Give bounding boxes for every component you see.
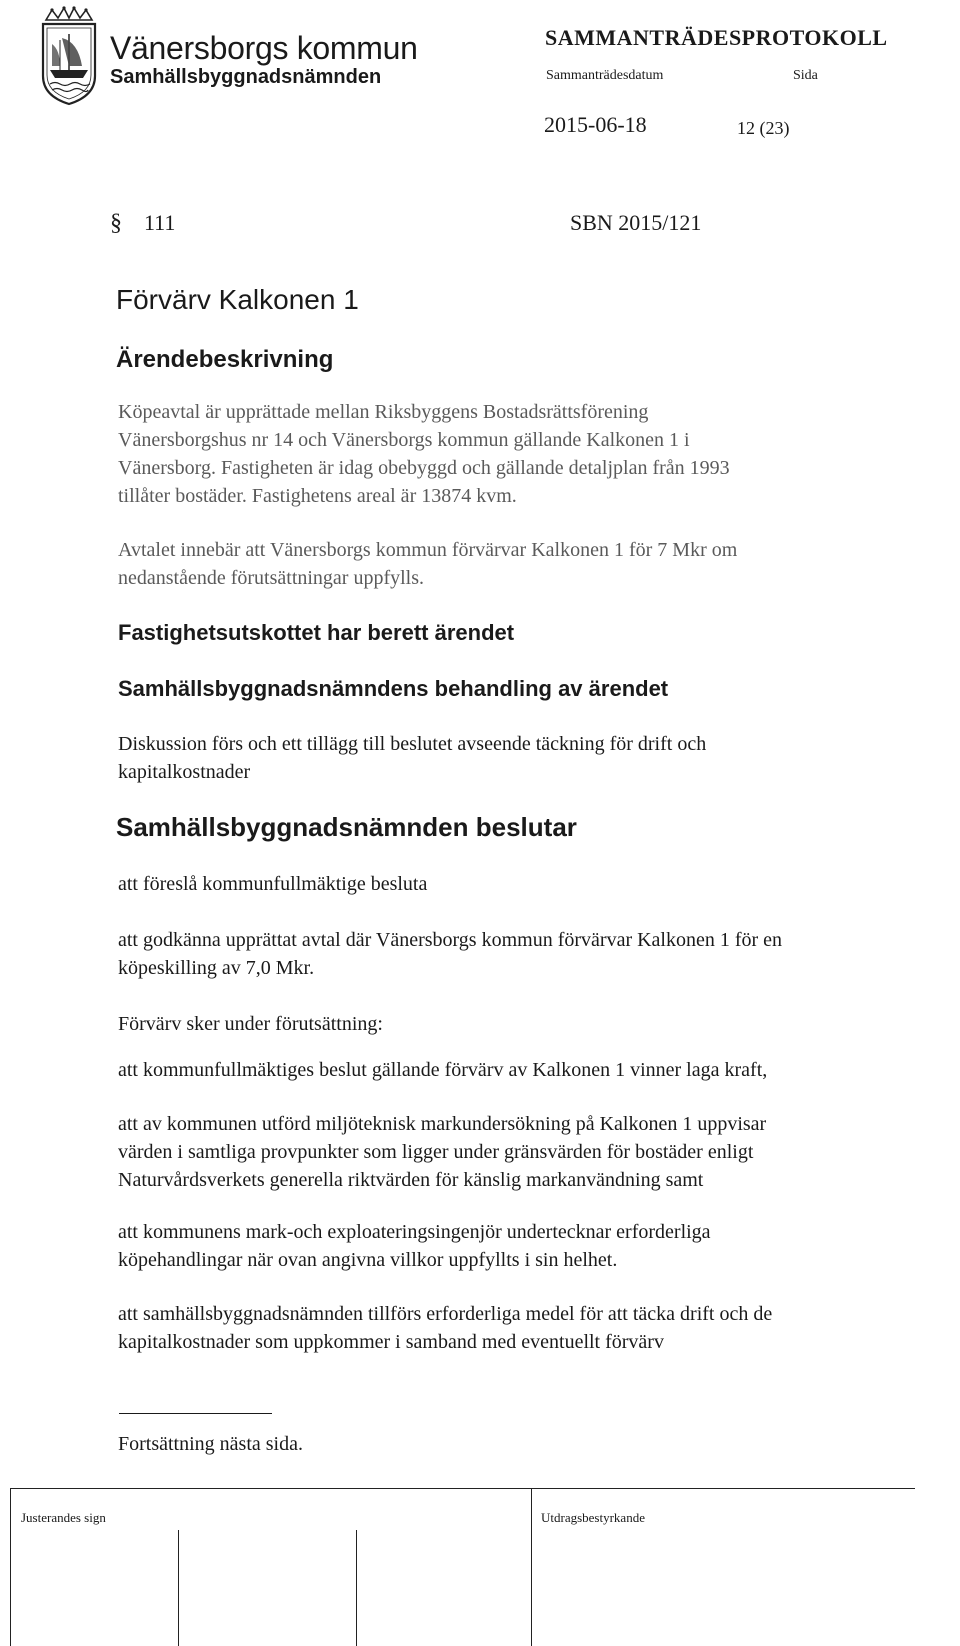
organization-department: Samhällsbyggnadsnämnden — [110, 66, 382, 88]
condition-line: Naturvårdsverkets generella riktvärden för känslig markanvändning samt — [118, 1169, 704, 1191]
prepared-heading: Fastighetsutskottet har berett ärendet — [118, 620, 515, 645]
handling-line: Diskussion förs och ett tillägg till beslutet avseende täckning för drift och — [118, 733, 707, 755]
condition-line: att kommunfullmäktiges beslut gällande förvärv av Kalkonen 1 vinner laga kraft, — [118, 1059, 768, 1081]
description-line: tillåter bostäder. Fastighetens areal är 13874 kvm. — [118, 485, 517, 507]
footer-signature-box-line — [356, 1530, 357, 1646]
page-number: 12 (23) — [737, 118, 790, 138]
footer-initials-label: Justerandes sign — [21, 1510, 106, 1525]
footer-column-line — [10, 1488, 11, 1646]
description-line: Vänersborg. Fastigheten är idag obebyggd och gällande detaljplan från 1993 — [118, 457, 730, 479]
description-heading: Ärendebeskrivning — [116, 346, 334, 373]
organization-name: Vänersborgs kommun — [110, 30, 418, 66]
municipal-shield-ship-icon — [38, 6, 100, 106]
meeting-date: 2015-06-18 — [544, 112, 647, 137]
meeting-date-label: Sammanträdesdatum — [546, 68, 664, 83]
decision-intro: att föreslå kommunfullmäktige besluta — [118, 873, 428, 895]
footer-column-line — [531, 1488, 532, 1646]
continuation-note: Fortsättning nästa sida. — [118, 1433, 303, 1455]
document-title: Förvärv Kalkonen 1 — [116, 284, 359, 315]
decision-line: att godkänna upprättat avtal där Vänersborgs kommun förvärvar Kalkonen 1 för en — [118, 929, 783, 951]
document-type: SAMMANTRÄDESPROTOKOLL — [545, 25, 888, 50]
footer-certification-label: Utdragsbestyrkande — [541, 1510, 645, 1525]
footer-rule — [10, 1488, 915, 1489]
agreement-line: nedanstående förutsättningar uppfylls. — [118, 567, 425, 589]
condition-line: att av kommunen utförd miljöteknisk markundersökning på Kalkonen 1 uppvisar — [118, 1113, 767, 1135]
page-label: Sida — [793, 68, 818, 83]
decision-line: kapitalkostnader som uppkommer i samband med eventuellt förvärv — [118, 1331, 664, 1353]
decision-line: att samhällsbyggnadsnämnden tillförs erforderliga medel för att täcka drift och de — [118, 1303, 773, 1325]
handling-line: kapitalkostnader — [118, 761, 251, 783]
agreement-line: Avtalet innebär att Vänersborgs kommun förvärvar Kalkonen 1 för 7 Mkr om — [118, 539, 738, 561]
description-line: Köpeavtal är upprättade mellan Riksbyggens Bostadsrättsförening — [118, 401, 649, 423]
condition-intro: Förvärv sker under förutsättning: — [118, 1013, 383, 1035]
case-number: SBN 2015/121 — [570, 210, 702, 235]
section-divider — [119, 1413, 272, 1414]
condition-line: köpehandlingar när ovan angivna villkor uppfyllts i sin helhet. — [118, 1249, 618, 1271]
decision-line: köpeskilling av 7,0 Mkr. — [118, 957, 315, 979]
paragraph-sign: § — [110, 210, 122, 236]
description-line: Vänersborgshus nr 14 och Vänersborgs kommun gällande Kalkonen 1 i — [118, 429, 690, 451]
footer-signature-box-line — [178, 1530, 179, 1646]
handling-heading: Samhällsbyggnadsnämndens behandling av ärendet — [118, 676, 669, 701]
paragraph-number: 111 — [144, 210, 176, 235]
condition-line: värden i samtliga provpunkter som ligger under gränsvärden för bostäder enligt — [118, 1141, 754, 1163]
condition-line: att kommunens mark-och exploateringsingenjör undertecknar erforderliga — [118, 1221, 711, 1243]
decision-heading: Samhällsbyggnadsnämnden beslutar — [116, 812, 577, 842]
